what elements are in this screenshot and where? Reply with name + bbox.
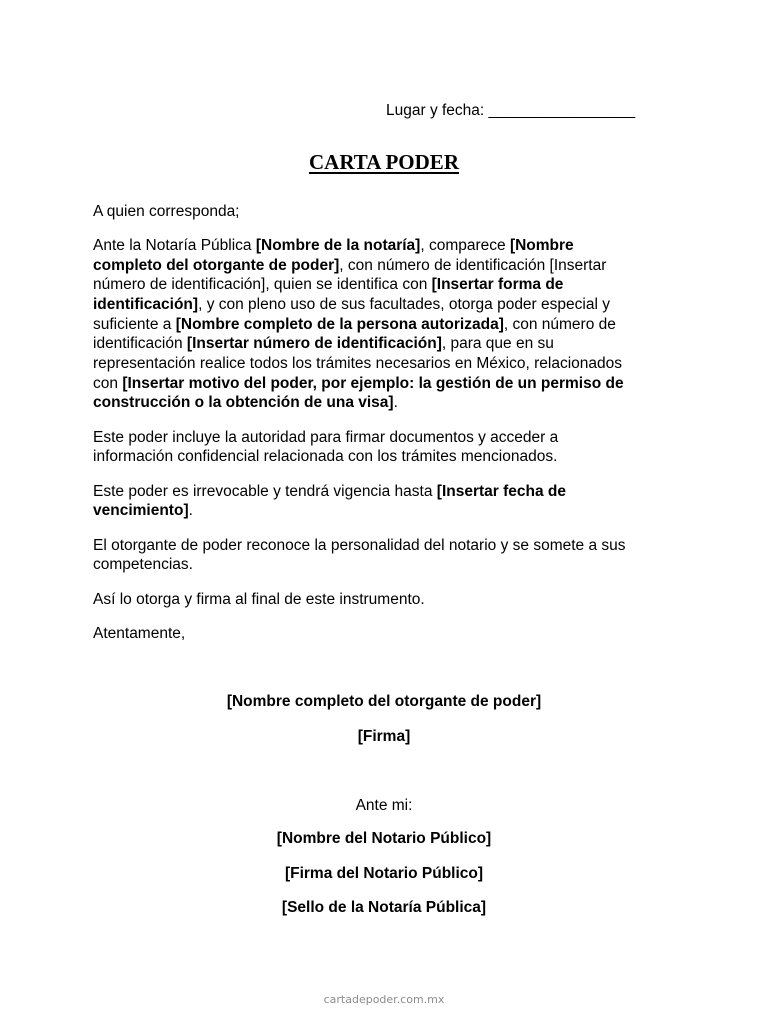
placeholder-notaria: [Nombre de la notaría] (255, 237, 421, 254)
text: , para que en su (441, 335, 554, 352)
notary-seal-placeholder: [Sello de la Notaría Pública] (281, 899, 487, 916)
placeholder-fecha-vencimiento: [Insertar fecha de (436, 483, 566, 500)
placeholder-fecha-vencimiento: vencimiento] (93, 502, 189, 519)
text: , comparece (420, 237, 510, 254)
text: . (393, 394, 398, 411)
closing: Atentamente, (93, 625, 186, 642)
paragraph3-line2 (93, 501, 193, 520)
paragraph4-line1: El otorgante de poder reconoce la personalidad del notario y se somete a sus (93, 537, 626, 554)
text: identificación (93, 335, 187, 352)
placeholder-numero-identificacion: [Insertar número de identificación] (186, 335, 442, 352)
paragraph4-line2: competencias. (93, 556, 193, 573)
text: Este poder es irrevocable y tendrá vigencia hasta (93, 483, 437, 500)
paragraph1-line8 (93, 374, 624, 393)
paragraph2-line1: Este poder incluye la autoridad para firmar documentos y acceder a (93, 429, 559, 446)
notary-signature-placeholder: [Firma del Notario Público] (284, 865, 484, 882)
paragraph2-line2: información confidencial relacionada con los trámites mencionados. (93, 448, 558, 465)
notary-name-placeholder: [Nombre del Notario Público] (276, 830, 492, 847)
paragraph1-line6 (93, 334, 554, 353)
text: suficiente a (93, 316, 176, 333)
watermark: cartadepoder.com.mx (323, 993, 445, 1006)
text: , con número de identificación [Insertar (339, 257, 607, 274)
grantor-signature-placeholder: [Firma] (357, 728, 411, 745)
grantor-name-placeholder: [Nombre completo del otorgante de poder] (226, 693, 542, 710)
paragraph1-line9 (93, 393, 398, 412)
placeholder-otorgante: [Nombre (509, 237, 574, 254)
paragraph1-line3 (93, 275, 563, 294)
notary-before-label: Ante mi: (355, 797, 413, 814)
paragraph1-line1 (93, 236, 574, 255)
placeholder-persona-autorizada: [Nombre completo de la persona autorizada] (175, 316, 504, 333)
placeholder-otorgante: completo del otorgante de poder] (93, 257, 340, 274)
paragraph1-line5 (93, 315, 616, 334)
salutation: A quien corresponda; (93, 203, 240, 220)
document-title (0, 150, 768, 174)
text: . (188, 502, 193, 519)
text: representación realice todos los trámites necesarios en México, relacionados (93, 355, 622, 372)
paragraph1-line4 (93, 295, 610, 314)
paragraph1-line7 (93, 354, 622, 373)
place-date-line: Lugar y fecha: _________________ (386, 102, 636, 119)
placeholder-forma-identificacion: [Insertar forma de (431, 276, 564, 293)
text: Ante la Notaría Pública (93, 237, 256, 254)
text: , con número de (503, 316, 616, 333)
placeholder-motivo: construcción o la obtención de una visa] (93, 394, 394, 411)
paragraph5: Así lo otorga y firma al final de este instrumento. (93, 591, 425, 608)
text: , y con pleno uso de sus facultades, otorga poder especial y (198, 296, 610, 313)
document-title-text: CARTA PODER (309, 150, 459, 174)
text: número de identificación], quien se identifica con (93, 276, 432, 293)
paragraph1-line2 (93, 256, 606, 275)
text: con (93, 375, 123, 392)
placeholder-forma-identificacion: identificación] (93, 296, 199, 313)
placeholder-motivo: [Insertar motivo del poder, por ejemplo: la gestión de un permiso de (122, 375, 624, 392)
paragraph3-line1 (93, 482, 566, 501)
